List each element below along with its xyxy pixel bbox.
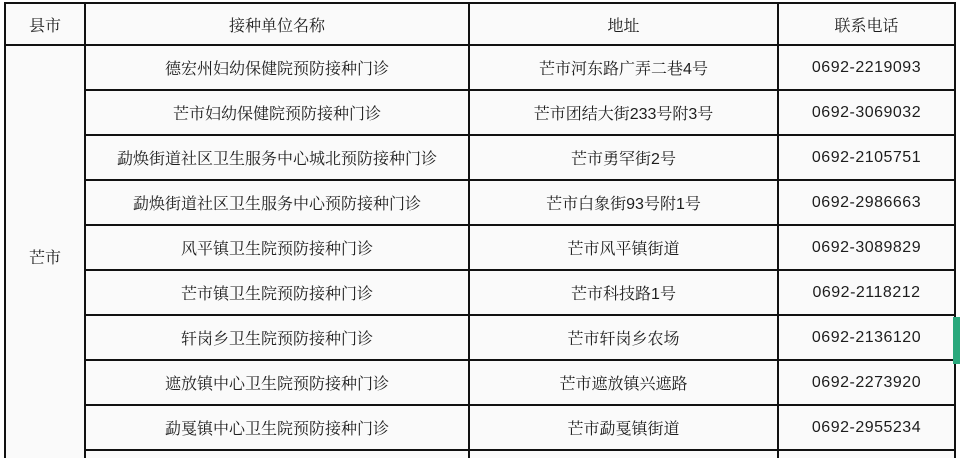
unit-name-cell: 风平镇卫生院预防接种门诊 [85, 225, 469, 270]
address-cell-empty [469, 450, 778, 458]
vaccination-units-table [4, 2, 956, 458]
header-phone: 联系电话 [778, 3, 955, 45]
header-county: 县市 [5, 3, 85, 45]
table-row-cutoff [5, 450, 955, 458]
unit-name-cell: 轩岗乡卫生院预防接种门诊 [85, 315, 469, 360]
unit-name-cell-empty [85, 450, 469, 458]
county-cell: 芒市 [5, 45, 85, 458]
unit-name-cell: 遮放镇中心卫生院预防接种门诊 [85, 360, 469, 405]
right-edge-green-highlight [953, 317, 960, 364]
phone-cell: 0692-2955234 [778, 405, 955, 450]
unit-name-cell: 德宏州妇幼保健院预防接种门诊 [85, 45, 469, 90]
address-cell: 芒市轩岗乡农场 [469, 315, 778, 360]
table-row [5, 360, 955, 405]
address-cell: 芒市白象街93号附1号 [469, 180, 778, 225]
header-address: 地址 [469, 3, 778, 45]
phone-cell: 0692-2118212 [778, 270, 955, 315]
unit-name-cell: 芒市镇卫生院预防接种门诊 [85, 270, 469, 315]
address-cell: 芒市河东路广弄二巷4号 [469, 45, 778, 90]
phone-cell-empty [778, 450, 955, 458]
unit-name-cell: 芒市妇幼保健院预防接种门诊 [85, 90, 469, 135]
table-row [5, 135, 955, 180]
header-row [5, 3, 955, 45]
address-cell: 芒市科技路1号 [469, 270, 778, 315]
table-body [5, 45, 955, 458]
table-row [5, 180, 955, 225]
table-header [5, 3, 955, 45]
address-cell: 芒市风平镇街道 [469, 225, 778, 270]
unit-name-cell: 勐焕街道社区卫生服务中心预防接种门诊 [85, 180, 469, 225]
address-cell: 芒市团结大街233号附3号 [469, 90, 778, 135]
unit-name-cell: 勐戛镇中心卫生院预防接种门诊 [85, 405, 469, 450]
header-unit-name: 接种单位名称 [85, 3, 469, 45]
unit-name-cell: 勐焕街道社区卫生服务中心城北预防接种门诊 [85, 135, 469, 180]
table-row [5, 90, 955, 135]
address-cell: 芒市勐戛镇街道 [469, 405, 778, 450]
phone-cell: 0692-3089829 [778, 225, 955, 270]
address-cell: 芒市遮放镇兴遮路 [469, 360, 778, 405]
table-row [5, 405, 955, 450]
table-row [5, 270, 955, 315]
phone-cell: 0692-3069032 [778, 90, 955, 135]
table-row [5, 225, 955, 270]
table-row [5, 315, 955, 360]
phone-cell: 0692-2273920 [778, 360, 955, 405]
address-cell: 芒市勇罕街2号 [469, 135, 778, 180]
phone-cell: 0692-2105751 [778, 135, 955, 180]
phone-cell: 0692-2219093 [778, 45, 955, 90]
phone-cell: 0692-2986663 [778, 180, 955, 225]
table-row [5, 45, 955, 90]
phone-cell: 0692-2136120 [778, 315, 955, 360]
